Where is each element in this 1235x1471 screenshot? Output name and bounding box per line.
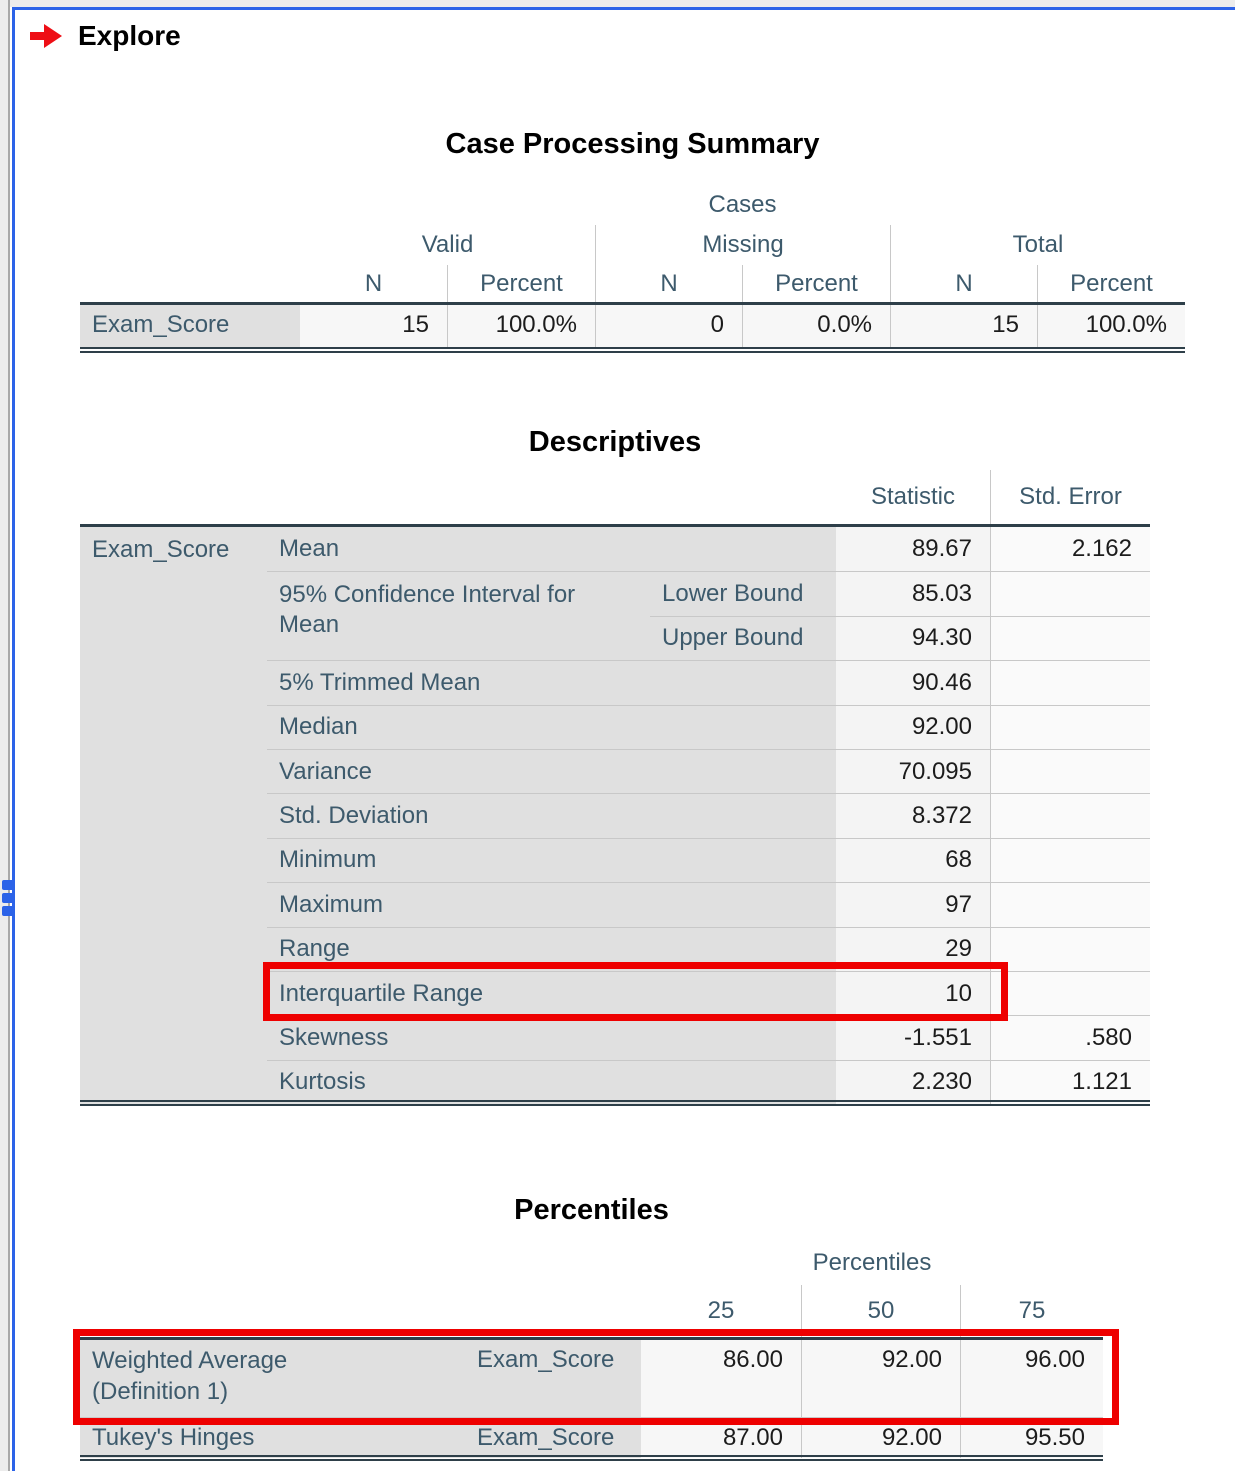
- table-bottom-rule: [80, 1100, 1150, 1106]
- descriptives-header: [80, 470, 1150, 524]
- col-header-valid-n: N: [364, 269, 383, 297]
- col-header-missing-n: N: [595, 265, 742, 302]
- statistic-value: 97: [836, 882, 990, 926]
- sub-label-lower-bound: Lower Bound: [650, 571, 836, 615]
- case-processing-summary-table[interactable]: [80, 185, 1185, 348]
- std-error-value: .580: [990, 1015, 1150, 1059]
- missing-percent-value: 0.0%: [742, 302, 890, 348]
- stat-label-interquartile-range: Interquartile Range: [267, 971, 836, 1015]
- statistic-value: -1.551: [836, 1015, 990, 1059]
- variable-label: Exam_Score: [80, 527, 267, 1104]
- statistic-value: 89.67: [836, 527, 990, 571]
- sub-label-upper-bound: Upper Bound: [650, 616, 836, 660]
- statistic-value: 8.372: [836, 793, 990, 837]
- stat-label: Mean: [267, 527, 836, 571]
- table-bottom-rule: [80, 347, 1185, 353]
- group-header-total: Total: [890, 225, 1185, 265]
- std-error-value: [990, 793, 1150, 837]
- p25-value: 86.00: [641, 1337, 801, 1417]
- stat-label: 5% Trimmed Mean: [267, 660, 836, 704]
- std-error-value: [990, 971, 1150, 1015]
- cases-span-header: Cases: [708, 191, 777, 218]
- col-header-total-percent: Percent: [1037, 265, 1185, 302]
- viewer-background-strip-top: [0, 0, 1235, 7]
- std-error-value: [990, 705, 1150, 749]
- statistic-value: 2.230: [836, 1060, 990, 1104]
- std-error-value: [990, 616, 1150, 660]
- statistic-value: 85.03: [836, 571, 990, 615]
- stat-label: Variance: [267, 749, 836, 793]
- col-header-statistic: Statistic: [870, 483, 956, 510]
- statistic-value: 92.00: [836, 705, 990, 749]
- p50-value: 92.00: [801, 1337, 960, 1417]
- percentiles-span-header: Percentiles: [812, 1248, 932, 1276]
- statistic-value: 90.46: [836, 660, 990, 704]
- variable-label: Exam_Score: [465, 1417, 641, 1458]
- missing-n-value: 0: [595, 302, 742, 348]
- total-n-value: 15: [890, 302, 1037, 348]
- percentiles-title: Percentiles: [514, 1194, 669, 1226]
- statistic-value: 70.095: [836, 749, 990, 793]
- p25-value: 87.00: [641, 1417, 801, 1458]
- col-header-valid-percent: Percent: [447, 265, 595, 302]
- descriptives-title: Descriptives: [528, 426, 702, 458]
- col-header-std-error: Std. Error: [990, 470, 1150, 524]
- valid-percent-value: 100.0%: [447, 302, 595, 348]
- selection-grip-icon[interactable]: [2, 880, 16, 919]
- explore-heading: Explore: [78, 20, 181, 51]
- stat-label: Minimum: [267, 838, 836, 882]
- std-error-value: [990, 660, 1150, 704]
- header-rule: [80, 302, 1185, 305]
- std-error-value: 2.162: [990, 527, 1150, 571]
- total-percent-value: 100.0%: [1037, 302, 1185, 348]
- stat-label: Maximum: [267, 882, 836, 926]
- col-header-missing-percent: Percent: [742, 265, 890, 302]
- p50-value: 92.00: [801, 1417, 960, 1458]
- row-label: Exam_Score: [80, 302, 300, 348]
- method-label-tukeys-hinges: Tukey's Hinges: [80, 1417, 465, 1458]
- group-header-missing: Missing: [595, 225, 890, 265]
- col-header-p50: 50: [801, 1285, 960, 1337]
- stat-label: Skewness: [267, 1015, 836, 1059]
- output-section-header[interactable]: [30, 20, 181, 52]
- p75-value: 96.00: [960, 1337, 1103, 1417]
- col-header-p75: 75: [960, 1285, 1103, 1337]
- table-bottom-rule: [80, 1455, 1103, 1461]
- std-error-value: [990, 749, 1150, 793]
- stat-label: Range: [267, 927, 836, 971]
- std-error-value: [990, 882, 1150, 926]
- explore-arrow-icon: [30, 24, 64, 48]
- std-error-value: [990, 838, 1150, 882]
- stat-label-confidence-interval: 95% Confidence Interval for Mean: [267, 571, 650, 660]
- selection-border-top: [12, 7, 1235, 10]
- viewer-background-strip-left: [0, 0, 8, 1471]
- pane-divider-line: [8, 0, 10, 1471]
- highlight-box-weighted-average-row: [73, 1329, 1119, 1425]
- stat-label: Std. Deviation: [267, 793, 836, 837]
- std-error-value: 1.121: [990, 1060, 1150, 1104]
- statistic-value: 94.30: [836, 616, 990, 660]
- group-header-valid: Valid: [421, 231, 474, 258]
- case-processing-summary-title: Case Processing Summary: [445, 128, 820, 160]
- valid-n-value: 15: [300, 302, 447, 348]
- method-label-weighted-average: Weighted Average (Definition 1): [80, 1337, 465, 1417]
- statistic-value: 10: [836, 971, 990, 1015]
- stat-label: Median: [267, 705, 836, 749]
- variable-label: Exam_Score: [465, 1337, 641, 1417]
- col-header-total-n: N: [890, 265, 1037, 302]
- std-error-value: [990, 571, 1150, 615]
- highlight-box-interquartile-range: [263, 962, 1008, 1021]
- selection-border-left: [12, 7, 15, 1471]
- statistic-value: 68: [836, 838, 990, 882]
- stat-label: Kurtosis: [267, 1060, 836, 1104]
- std-error-value: [990, 927, 1150, 971]
- p75-value: 95.50: [960, 1417, 1103, 1458]
- statistic-value: 29: [836, 927, 990, 971]
- col-header-p25: 25: [707, 1297, 735, 1324]
